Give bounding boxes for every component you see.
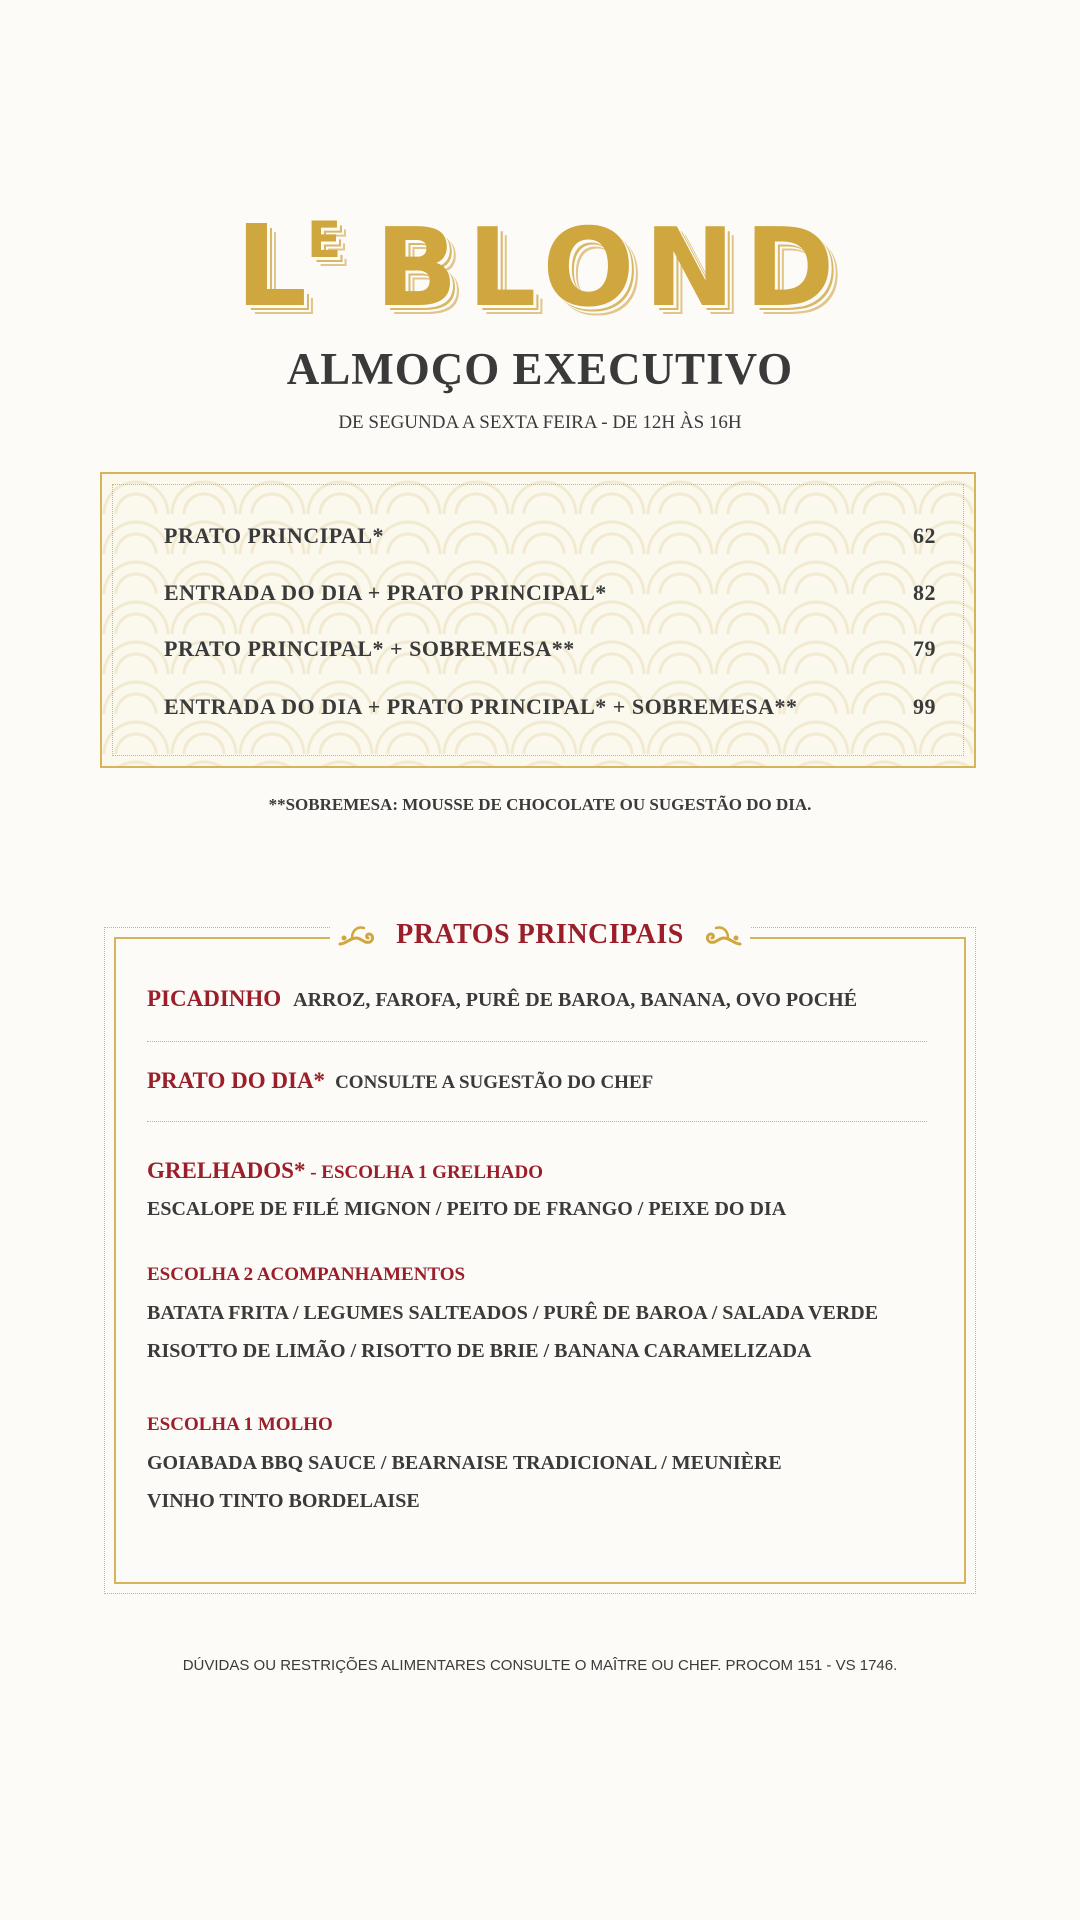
logo-letter-e: E [307,211,342,269]
molho-heading: ESCOLHA 1 MOLHO [147,1414,333,1435]
acompanhamentos-line-1: BATATA FRITA / LEGUMES SALTEADOS / PURÊ DE BAROA / SALADA VERDE [147,1302,879,1324]
prato-do-dia-item [147,1068,970,1094]
flourish-left-icon [336,920,376,950]
combo-label: ENTRADA DO DIA + PRATO PRINCIPAL* [164,580,607,605]
restaurant-logo [0,185,1080,332]
menu-title: ALMOÇO EXECUTIVO [286,344,794,394]
combo-price: 82 [913,580,936,605]
item-divider [147,1041,927,1042]
combo-row [164,634,936,664]
acompanhamentos-heading: ESCOLHA 2 ACOMPANHAMENTOS [147,1264,466,1285]
combo-price-box [100,472,976,768]
picadinho-item [147,986,970,1012]
menu-schedule: DE SEGUNDA A SEXTA FEIRA - DE 12H ÀS 16H [338,412,742,433]
combo-label: PRATO PRINCIPAL* + SOBREMESA** [164,636,575,661]
grelhados-heading [147,1158,970,1184]
combo-label: PRATO PRINCIPAL* [164,523,385,548]
item-divider [147,1121,927,1122]
logo-blond: BLOND [375,206,845,331]
dessert-footnote: **SOBREMESA: MOUSSE DE CHOCOLATE OU SUGESTÃO DO DIA. [268,795,812,814]
combo-price: 79 [913,636,936,661]
mains-heading: PRATOS PRINCIPAIS [396,919,684,950]
mains-frame-inner [114,937,966,1584]
flourish-right-icon [704,920,744,950]
allergy-procon-note: DÚVIDAS OU RESTRIÇÕES ALIMENTARES CONSULTE O MAÎTRE OU CHEF. PROCOM 151 - VS 1746. [182,1657,898,1674]
combo-price: 99 [913,694,936,719]
logo-letter-l: L [235,202,308,332]
combo-row [164,578,936,608]
molho-line-1: GOIABADA BBQ SAUCE / BEARNAISE TRADICIONAL / MEUNIÈRE [147,1452,782,1474]
picadinho-description: ARROZ, FAROFA, PURÊ DE BAROA, BANANA, OVO POCHÉ [293,989,858,1011]
grelhados-options: ESCALOPE DE FILÉ MIGNON / PEITO DE FRANGO / PEIXE DO DIA [147,1198,787,1220]
grelhados-name: GRELHADOS* [147,1158,306,1183]
mains-heading-group [330,910,750,960]
combo-row [164,692,936,722]
prato-do-dia-name: PRATO DO DIA* [147,1068,326,1093]
molho-line-2: VINHO TINTO BORDELAISE [147,1490,420,1512]
picadinho-name: PICADINHO [147,986,282,1011]
combo-price: 62 [913,523,936,548]
grelhados-choose-label: - ESCOLHA 1 GRELHADO [305,1162,544,1183]
prato-do-dia-description: CONSULTE A SUGESTÃO DO CHEF [335,1072,654,1093]
acompanhamentos-line-2: RISOTTO DE LIMÃO / RISOTTO DE BRIE / BANANA CARAMELIZADA [147,1340,812,1362]
combo-label: ENTRADA DO DIA + PRATO PRINCIPAL* + SOBREMESA** [164,694,798,719]
combo-row [164,521,936,551]
